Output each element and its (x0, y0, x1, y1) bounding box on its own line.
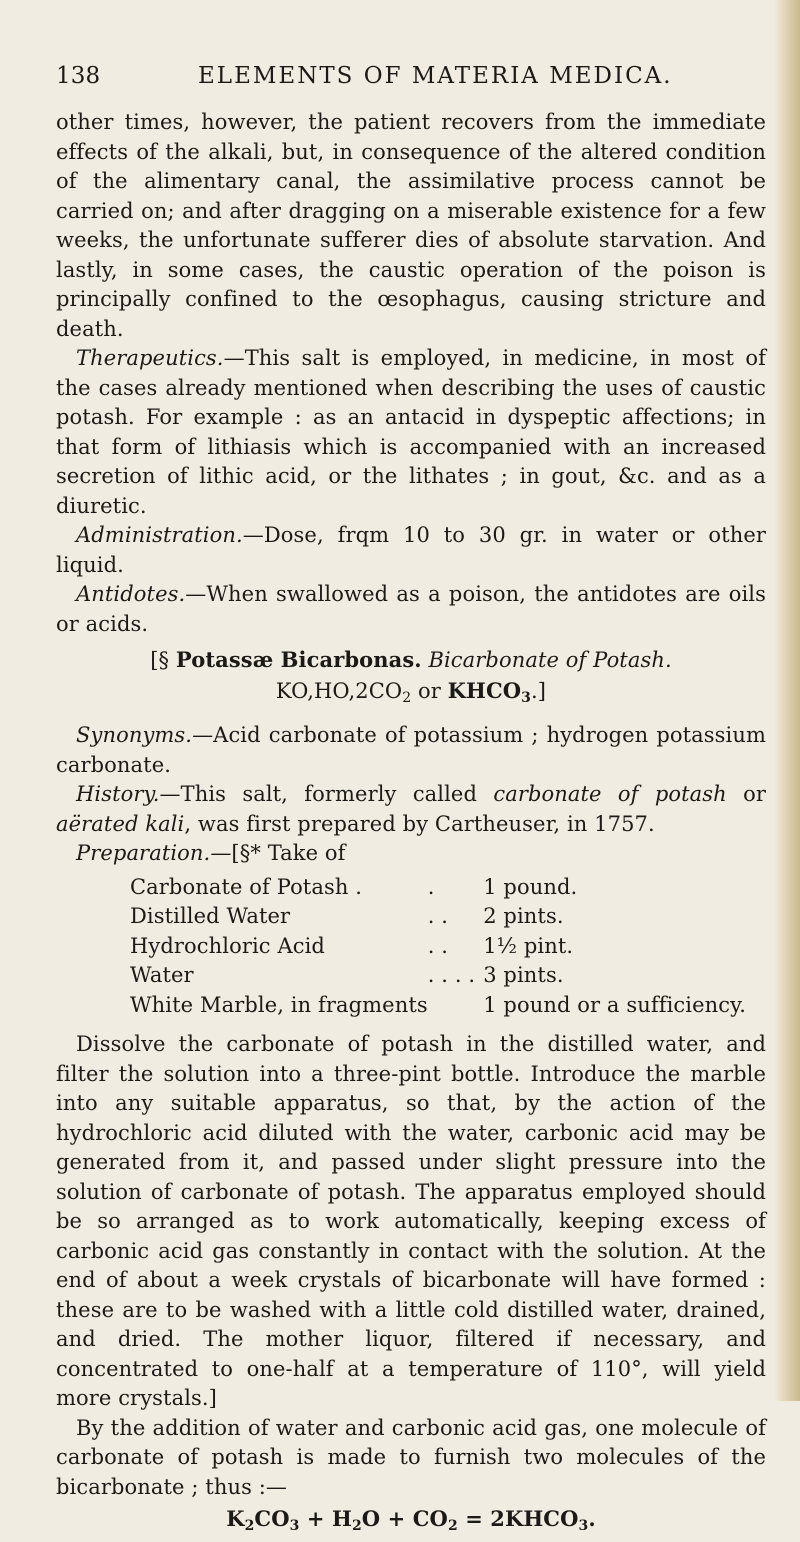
running-head (56, 62, 766, 108)
ingredient-quantity: 2 pints. (483, 904, 564, 928)
antidotes-label: Antidotes. (76, 582, 186, 606)
ingredient-dots: . . (427, 904, 449, 928)
ingredient-dots: . . . . (427, 963, 476, 987)
history-text-2: or (726, 782, 766, 806)
eq-k-sub: 2 (244, 1518, 255, 1534)
ingredient-quantity: 1½ pint. (483, 933, 574, 958)
history-text-3: , was first prepared by Cartheuser, in 1757. (184, 811, 655, 836)
formula-new: KHCO (447, 677, 522, 703)
formula-new-sub: 3 (521, 689, 532, 706)
paragraph-history (56, 780, 766, 839)
ingredient-dots: . (427, 874, 435, 899)
ingredient-row (130, 932, 746, 962)
paragraph-preparation (56, 839, 766, 869)
paragraph-dissolve: Dissolve the carbonate of potash in the distilled water, and filter the solution into a three-pint bottle. Introduce the marble into any suitable apparatus, so that, by the action of the hydrochloric acid diluted with the water, carbonic acid may be generated from it, and passed under slight pressure into the solution of carbonate of potash. The apparatus employed should be so arranged as to work automatically, keeping excess of carbonic acid gas constantly in contact with the solution. At the end of about a week crystals of bicarbonate will have formed : these are to be washed with a little cold distilled water, drained, and dried. The mother liquor, filtered if necessary, and concentrated to one-half at a temperature of 110°, will yield more crystals.] (56, 1032, 766, 1410)
ingredient-name: Distilled Water (130, 904, 291, 928)
ingredient-row (130, 991, 746, 1021)
paragraph-addition: By the addition of water and carbonic acid gas, one molecule of carbonate of potash is made to furnish two molecules of the bicarbonate ; thus :— (56, 1415, 766, 1499)
eq-plus-co: + CO (380, 1506, 448, 1531)
page-edge-shadow (774, 0, 800, 1401)
heading-open-bracket: [§ (150, 648, 176, 672)
paragraph-therapeutics (56, 344, 766, 521)
eq-plus-h: + H (299, 1506, 352, 1531)
therapeutics-text: —This salt is employed, in medicine, in most of the cases already mentioned when describing the uses of caustic potash. For example : as an antacid in dyspeptic affections; in that form of lithiasis which is accompanied with an increased secretion of lithic acid, or the lithates ; in gout, &c. and as a diuretic. (56, 346, 766, 518)
eq-k: K (226, 1506, 245, 1531)
paragraph-antidotes (56, 580, 766, 639)
ingredient-name: Hydrochloric Acid (130, 933, 325, 958)
book-page (56, 62, 766, 1542)
eq-o: O (361, 1506, 381, 1531)
synonyms-label: Synonyms. (76, 723, 193, 747)
ingredient-row (130, 873, 746, 903)
administration-label: Administration. (76, 523, 243, 547)
synonyms-text: —Acid carbonate of potassium ; hydrogen potassium carbonate. (56, 723, 766, 777)
eq-co-sub: 3 (289, 1518, 300, 1534)
section-heading (56, 645, 766, 676)
ingredient-quantity: 3 pints. (483, 963, 564, 987)
heading-latin-name: Potassæ Bicarbonas. (175, 647, 422, 672)
ingredient-dots: . . (427, 933, 449, 958)
eq-co: CO (254, 1506, 290, 1531)
ingredient-quantity: 1 pound. (483, 874, 578, 899)
ingredient-row (130, 902, 746, 932)
running-title: ELEMENTS OF MATERIA MEDICA. (198, 63, 673, 89)
eq-h-sub: 2 (351, 1518, 362, 1534)
history-label: History. (76, 782, 160, 806)
formula-or: or (411, 678, 448, 703)
formula-old: KO,HO,2CO (275, 678, 403, 703)
preparation-label: Preparation. (76, 841, 211, 865)
paragraph-administration (56, 521, 766, 580)
therapeutics-label: Therapeutics. (76, 346, 224, 370)
administration-text: —Dose, frqm 10 to 30 gr. in water or other liquid. (56, 523, 766, 577)
eq-end: . (588, 1506, 596, 1531)
chemical-equation (56, 1504, 766, 1542)
history-text-1: —This salt, formerly called (159, 782, 494, 806)
paragraph-toxic-effects: other times, however, the patient recovers from the immediate effects of the alkali, but, in consequence of the altered condition of the alimentary canal, the assimilative process cannot be carried on; and after dragging on a miserable existence for a few weeks, the unfortunate sufferer dies of absolute starvation. And lastly, in some cases, the caustic operation of the poison is principally confined to the œsophagus, causing stricture and death. (56, 110, 766, 341)
ingredient-row (130, 961, 746, 991)
formula-old-sub: 2 (402, 689, 412, 706)
page-number: 138 (56, 63, 101, 89)
ingredient-name: White Marble, in fragments (130, 992, 428, 1017)
ingredient-quantity: 1 pound or a sufficiency. (483, 992, 747, 1017)
formula-close: .] (531, 678, 547, 703)
ingredient-name: Water (130, 963, 194, 987)
ingredient-name: Carbonate of Potash . (130, 874, 363, 899)
eq-khco: = 2KHCO (457, 1506, 579, 1531)
history-term-2: aërated kali (56, 811, 185, 836)
eq-co2-sub: 2 (447, 1518, 458, 1534)
heading-english-name: Bicarbonate of Potash. (428, 648, 672, 672)
ingredients-table (130, 873, 746, 1021)
eq-khco3-sub: 3 (578, 1518, 589, 1534)
preparation-text: —[§* Take of (210, 841, 346, 865)
heading-formula (56, 676, 766, 714)
antidotes-text: —When swallowed as a poison, the antidotes are oils or acids. (56, 582, 766, 636)
paragraph-synonyms (56, 721, 766, 780)
history-term-1: carbonate of potash (493, 782, 727, 806)
ingredient-dots (428, 991, 475, 1021)
